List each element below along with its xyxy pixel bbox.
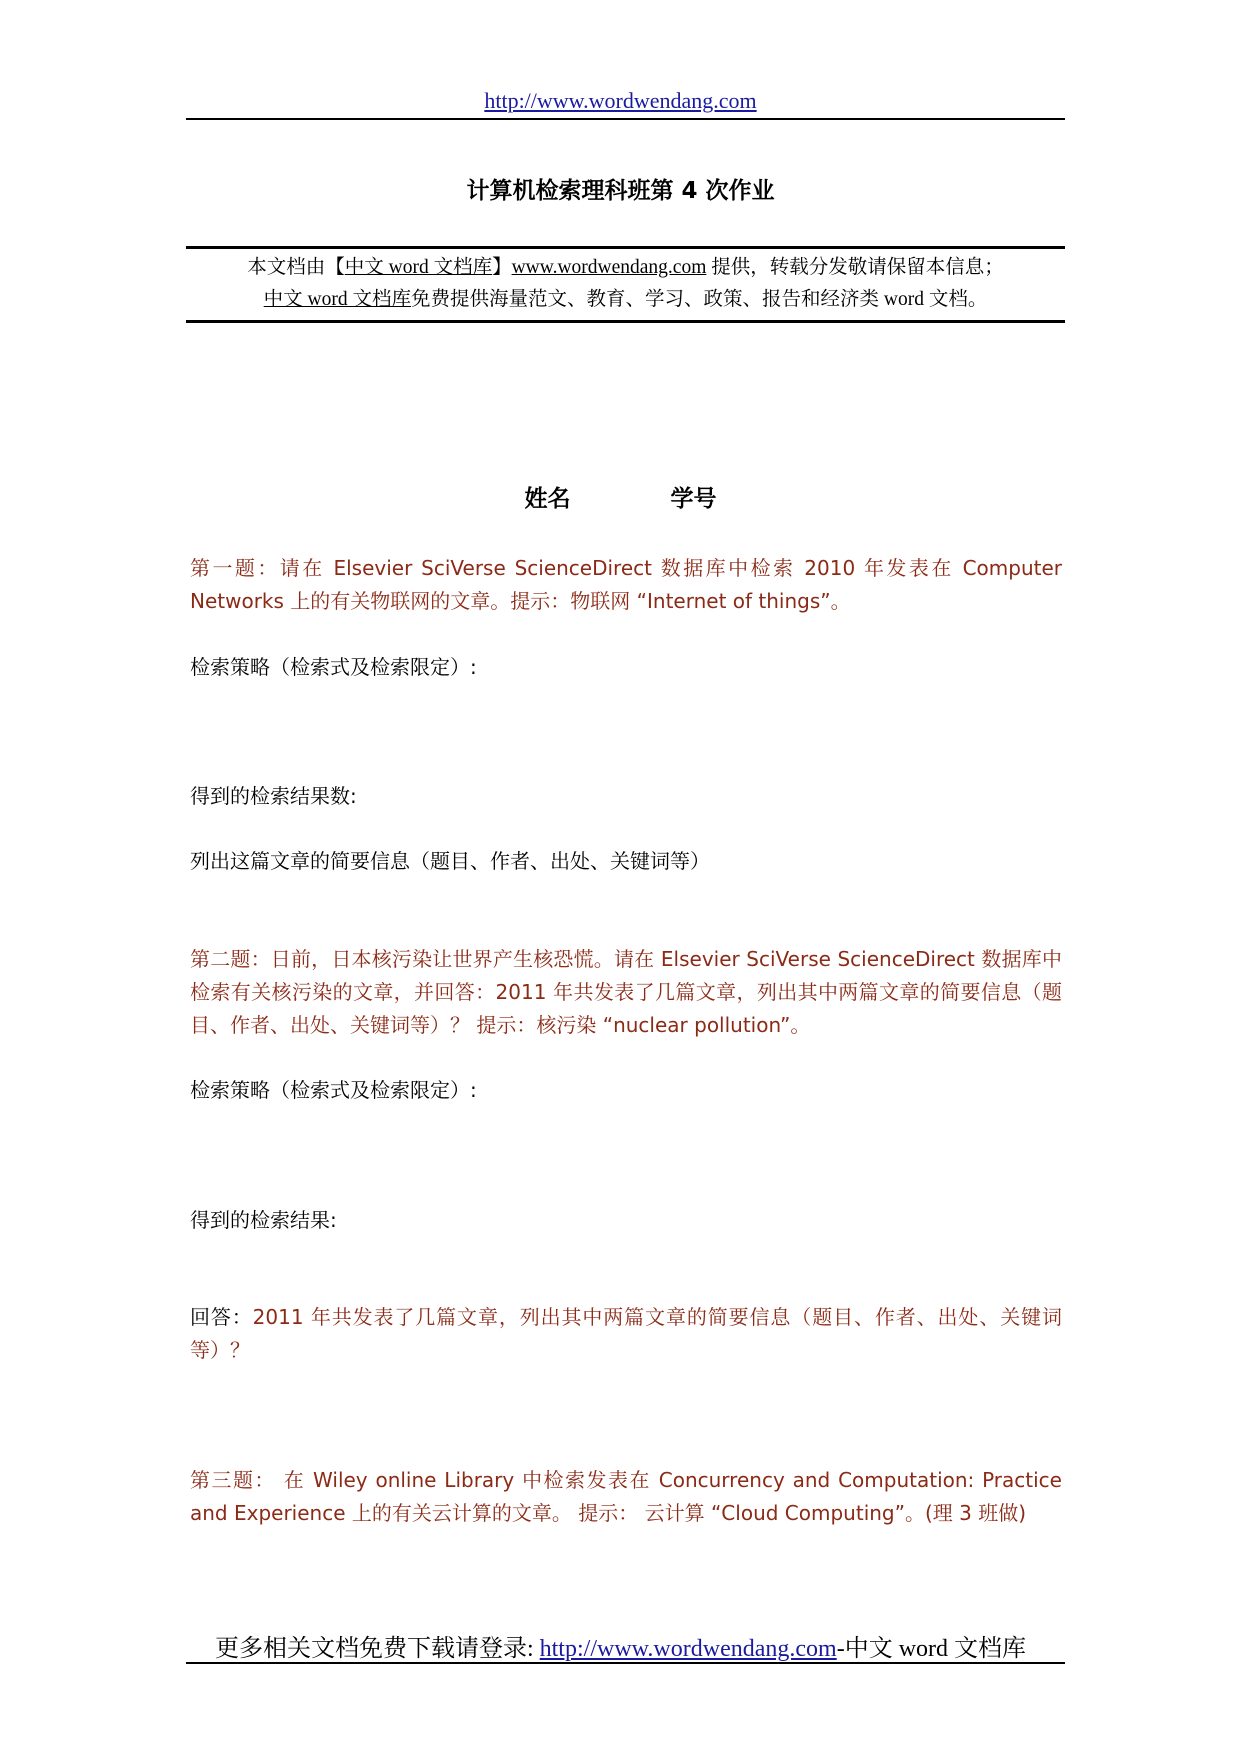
footer <box>0 1628 1241 1663</box>
q2-answer-label: 回答： <box>190 1305 253 1329</box>
question-2: 第二题：日前，日本核污染让世界产生核恐慌。请在 Elsevier SciVerse ScienceDirect 数据库中检索有关核污染的文章，并回答：2011 年共发表了几篇文章，列出其中两篇文章的简要信息（题目、作者、出处、关键词等）？ 提示：核污染 “nuclear pollution”。 <box>190 947 1062 1037</box>
notice-prefix: 本文档由【 <box>247 257 345 278</box>
notice-suffix: 提供，转载分发敬请保留本信息； <box>706 257 1004 278</box>
footer-suffix: -中文 word 文档库 <box>836 1636 1027 1662</box>
notice-site-link[interactable]: 中文 word 文档库 <box>344 257 493 278</box>
footer-link[interactable]: http://www.wordwendang.com <box>539 1636 837 1662</box>
header-rule <box>186 118 1065 120</box>
notice-url-link[interactable]: www.wordwendang.com <box>511 257 707 278</box>
student-info-row <box>0 480 1241 513</box>
name-label: 姓名 <box>524 486 571 512</box>
header-link[interactable]: http://www.wordwendang.com <box>484 88 757 113</box>
q2-search-result: 得到的检索结果: <box>190 1208 337 1232</box>
q1-search-strategy: 检索策略（检索式及检索限定）: <box>190 655 477 679</box>
footer-rule <box>186 1662 1065 1664</box>
footer-prefix: 更多相关文档免费下载请登录: <box>214 1636 540 1662</box>
question-3: 第三题： 在 Wiley online Library 中检索发表在 Concurrency and Computation: Practice and Experience 上的有关云计算的文章。 提示： 云计算 “Cloud Computing”。(理 3 班做) <box>190 1468 1062 1525</box>
student-id-label: 学号 <box>670 486 717 512</box>
notice-bottom-rule <box>186 320 1065 323</box>
notice-line-1 <box>186 252 1065 284</box>
q2-search-strategy: 检索策略（检索式及检索限定）: <box>190 1078 477 1102</box>
q2-answer-text: 2011 年共发表了几篇文章，列出其中两篇文章的简要信息（题目、作者、出处、关键词等）？ <box>190 1305 1062 1362</box>
notice-suffix-2: 免费提供海量范文、教育、学习、政策、报告和经济类 word 文档。 <box>411 289 988 310</box>
notice-bracket: 】 <box>492 257 512 278</box>
notice-top-rule <box>186 246 1065 249</box>
q1-result-count: 得到的检索结果数: <box>190 784 357 808</box>
question-1: 第一题：请在 Elsevier SciVerse ScienceDirect 数据库中检索 2010 年发表在 Computer Networks 上的有关物联网的文章。提示：物联网 “Internet of things”。 <box>190 556 1062 613</box>
q1-list-info: 列出这篇文章的简要信息（题目、作者、出处、关键词等） <box>190 849 710 873</box>
q2-answer <box>190 1301 1062 1367</box>
document-title: 计算机检索理科班第 4 次作业 <box>466 178 775 204</box>
notice-line-2 <box>186 284 1065 316</box>
notice-site-link-2[interactable]: 中文 word 文档库 <box>263 289 411 310</box>
